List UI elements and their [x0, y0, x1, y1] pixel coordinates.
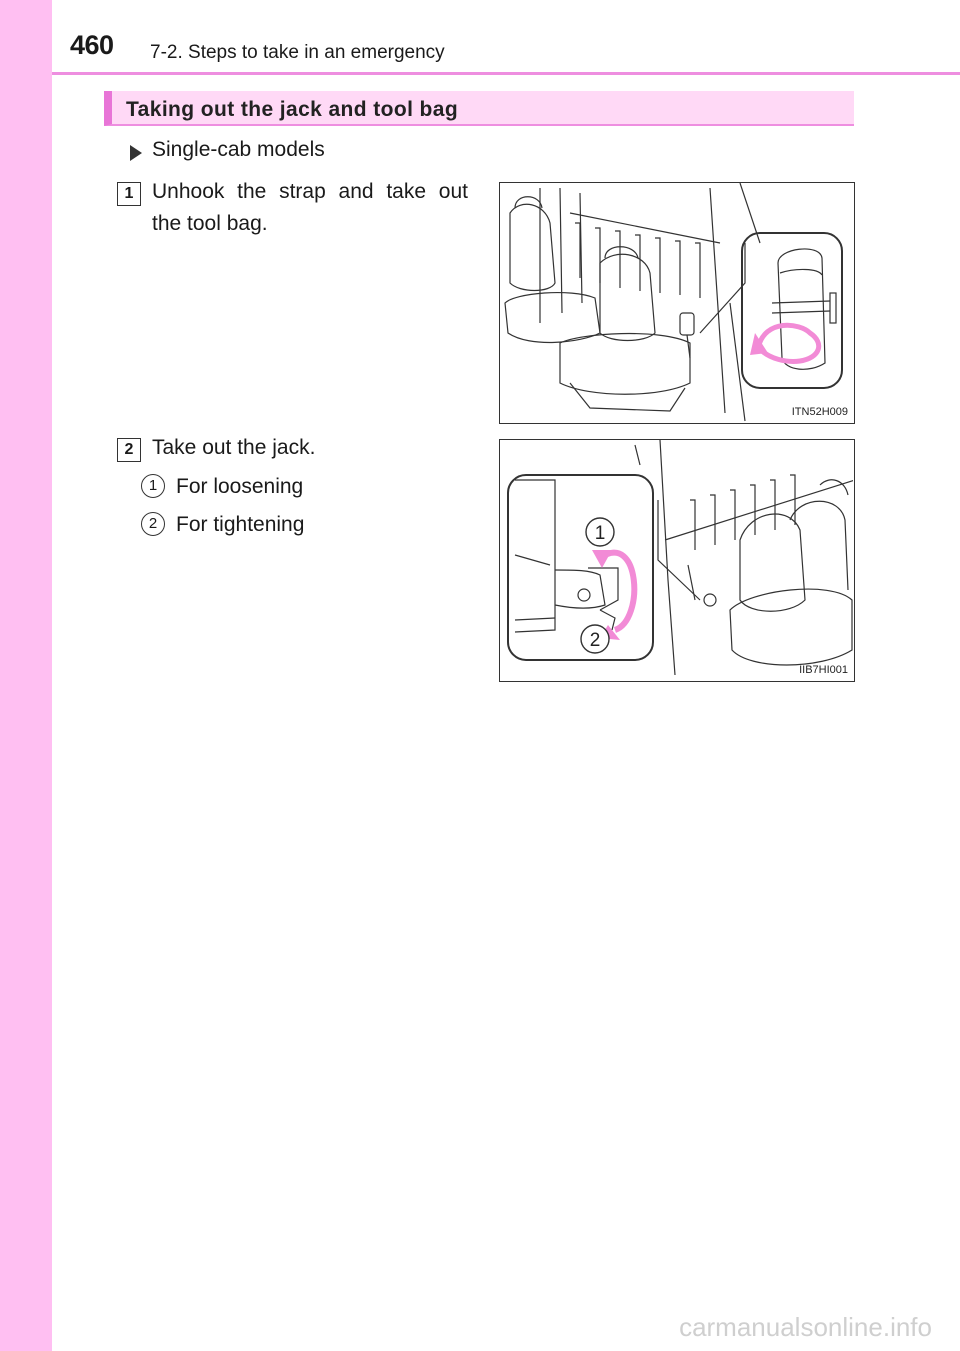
- bullet-text: Single-cab models: [152, 138, 325, 161]
- running-header: 7-2. Steps to take in an emergency: [150, 42, 445, 63]
- step-2-text: Take out the jack.: [152, 436, 316, 459]
- jack-illustration: [500, 440, 853, 680]
- figure-code: IIB7HI001: [799, 664, 848, 676]
- bullet-arrow-icon: [130, 145, 142, 161]
- figure-callout-1: 1: [594, 523, 606, 544]
- section-heading-bar: [104, 91, 854, 126]
- figure-callout-2: 2: [589, 630, 601, 651]
- figure-code: ITN52H009: [791, 406, 848, 418]
- sub-item-2-text: For tightening: [176, 513, 305, 536]
- page-number: 460: [70, 30, 114, 60]
- figure-jack: [499, 439, 855, 682]
- rotate-arrow-icon: [758, 325, 819, 361]
- sub-item-number-2: 2: [141, 512, 165, 536]
- sub-item-number-1: 1: [141, 474, 165, 498]
- step-1-text: [152, 176, 468, 240]
- sub-item-1-text: For loosening: [176, 475, 304, 498]
- section-heading: Taking out the jack and tool bag: [126, 98, 459, 121]
- step-1-text-line-1: Unhook the strap and take out: [152, 180, 468, 203]
- turn-arrow-icon: [600, 553, 634, 630]
- header-rule: [52, 72, 960, 75]
- side-color-band: [0, 0, 52, 1351]
- tool-bag-illustration: [500, 183, 853, 422]
- step-number-1: 1: [117, 182, 141, 206]
- step-1-text-line-2: the tool bag.: [152, 212, 268, 235]
- figure-tool-bag: [499, 182, 855, 424]
- watermark: carmanualsonline.info: [679, 1312, 932, 1342]
- step-number-2: 2: [117, 438, 141, 462]
